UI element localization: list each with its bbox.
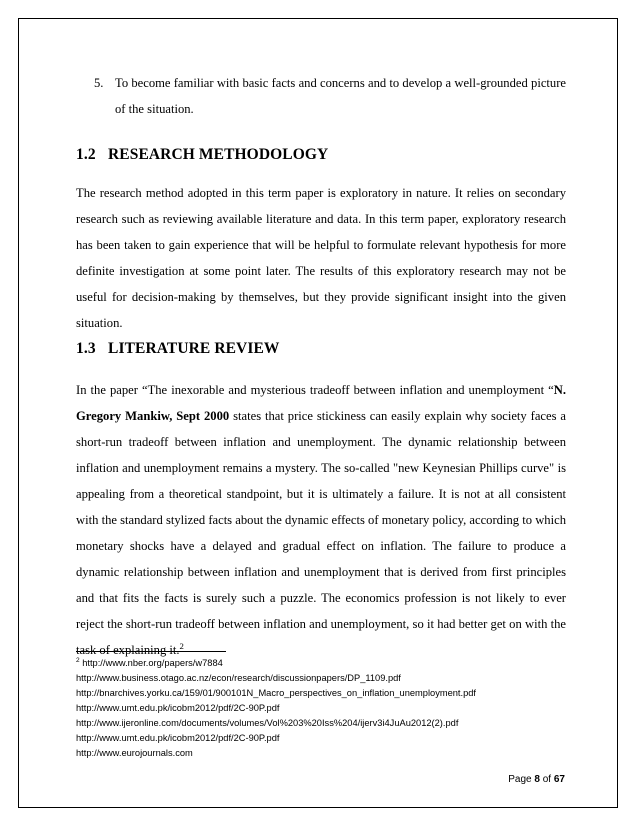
footnote-marker: 2 bbox=[76, 656, 80, 664]
list-item-number: 5. bbox=[94, 76, 104, 90]
literature-paragraph bbox=[76, 377, 566, 663]
cited-author: N. Gregory Mankiw, Sept 2000 bbox=[76, 383, 566, 423]
footnote-line bbox=[76, 686, 576, 701]
page-number bbox=[430, 774, 565, 785]
footnote-line bbox=[76, 671, 576, 686]
footnotes bbox=[76, 656, 576, 761]
section-heading-literature bbox=[76, 340, 280, 358]
section-number: 1.3 bbox=[76, 340, 96, 357]
literature-body: states that price stickiness can easily explain why society faces a short-run tradeoff between inflation and unemployment. The dynamic relationship between inflation and unemployment remains a mystery. The so-called "new Keynesian Phillips curve" is appealing from a theoretical standpoint, but it is ultimately a failure. It is not at all consistent with the standard stylized facts about the dynamic effects of monetary policy, according to which monetary shocks have a delayed and gradual effect on inflation. The failure to produce a dynamic relationship between inflation and unemployment that is derived from first principles and that fits the facts is surely such a puzzle. The economics profession is not likely to ever reject the short-run tradeoff between inflation and unemployment, so it had better get on with the task of explaining it. bbox=[76, 409, 566, 657]
footnote-separator bbox=[76, 651, 226, 652]
footnote-url: http://www.ijeronline.com/documents/volumes/Vol%203%20Iss%204/ijerv3i4JuAu2012(2).pdf bbox=[76, 718, 459, 728]
footnote-line bbox=[76, 746, 576, 761]
total-pages: 67 bbox=[553, 774, 565, 785]
footnote-reference: 2 bbox=[179, 640, 184, 651]
footnote-line bbox=[76, 731, 576, 746]
footnote-line bbox=[76, 716, 576, 731]
footnote-line bbox=[76, 701, 576, 716]
footnote-line bbox=[76, 656, 576, 671]
methodology-paragraph: The research method adopted in this term paper is exploratory in nature. It relies on secondary research such as reviewing available literature and data. In this term paper, exploratory research has been taken to gain experience that will be helpful to formulate relevant hypothesis for more definite investigation at some point later. The results of this exploratory research may not be useful for decision-making by themselves, but they provide significant insight into the given situation. bbox=[76, 186, 566, 330]
page-number-separator: of bbox=[539, 774, 554, 785]
section-title: RESEARCH METHODOLOGY bbox=[108, 146, 329, 163]
numbered-list-item bbox=[94, 70, 566, 122]
footnote-url: http://www.nber.org/papers/w7884 bbox=[82, 658, 223, 668]
current-page: 8 bbox=[534, 774, 540, 785]
section-number: 1.2 bbox=[76, 146, 96, 163]
literature-intro: In the paper “The inexorable and mysterious tradeoff between inflation and unemployment “ bbox=[76, 383, 554, 397]
footnote-url: http://www.business.otago.ac.nz/econ/research/discussionpapers/DP_1109.pdf bbox=[76, 673, 401, 683]
list-item-text: To become familiar with basic facts and concerns and to develop a well-grounded picture of the situation. bbox=[115, 76, 566, 116]
footnote-url: http://www.eurojournals.com bbox=[76, 748, 193, 758]
footnote-url: http://bnarchives.yorku.ca/159/01/900101N_Macro_perspectives_on_inflation_unemployment.pdf bbox=[76, 688, 477, 698]
section-heading-methodology bbox=[76, 146, 328, 164]
footnote-url: http://www.umt.edu.pk/icobm2012/pdf/2C-90P.pdf bbox=[76, 703, 280, 713]
page-number-prefix: Page bbox=[508, 774, 535, 785]
footnote-url: http://www.umt.edu.pk/icobm2012/pdf/2C-90P.pdf bbox=[76, 733, 280, 743]
section-title: LITERATURE REVIEW bbox=[108, 340, 280, 357]
